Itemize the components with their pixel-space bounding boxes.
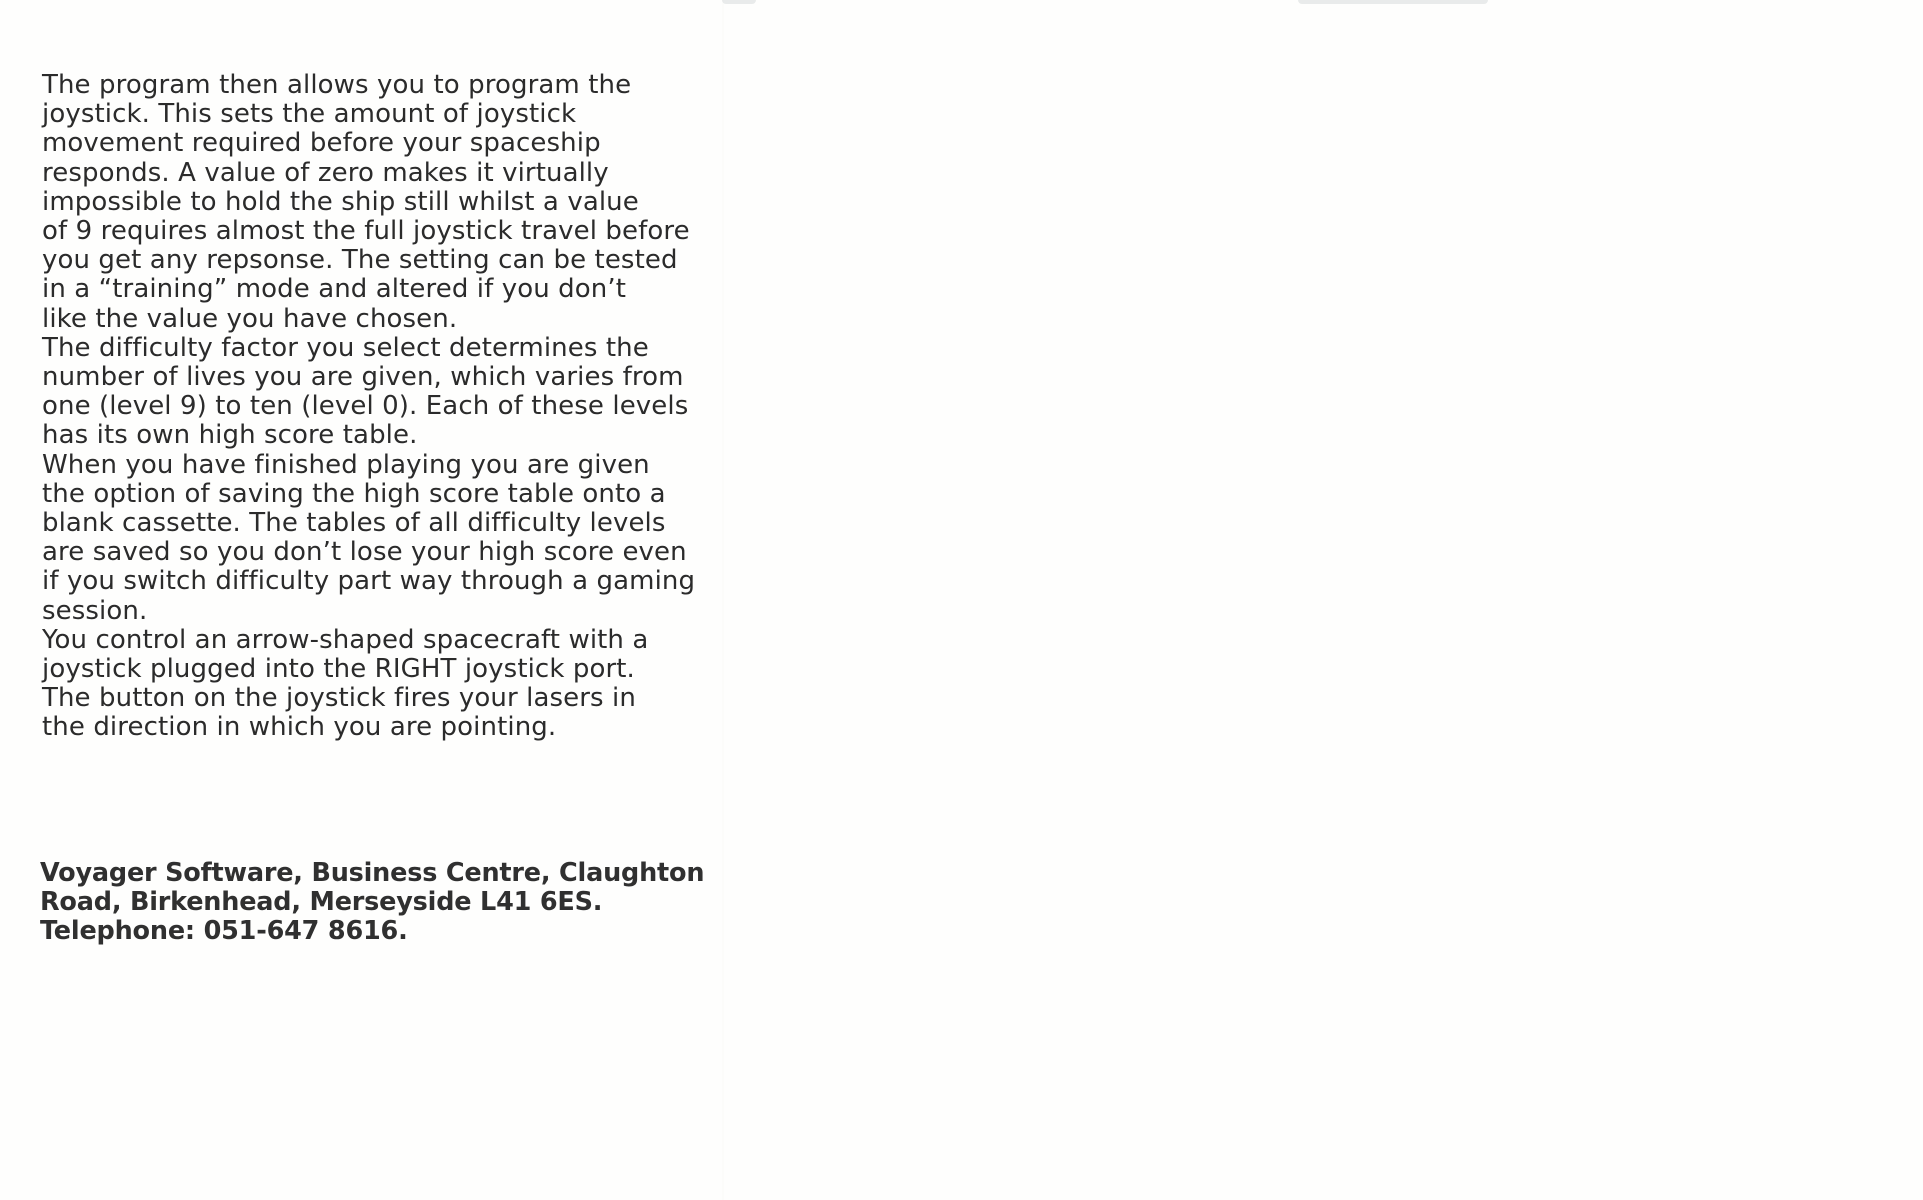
telephone-line: Telephone: 051-647 8616. [40, 916, 408, 946]
publisher-address [40, 859, 720, 946]
text-line: impossible to hold the ship still whilst a value [42, 186, 639, 217]
text-line: When you have finished playing you are given [42, 449, 650, 480]
text-line: responds. A value of zero makes it virtually [42, 157, 609, 188]
text-line: of 9 requires almost the full joystick travel before [42, 216, 690, 247]
text-line: The program then allows you to program the [42, 70, 632, 100]
text-line: if you switch difficulty part way through a gaming [42, 566, 696, 597]
text-line: has its own high score table. [42, 420, 418, 451]
paper-scuff [722, 0, 756, 4]
text-line: are saved so you don’t lose your high score even [42, 537, 687, 568]
text-line: number of lives you are given, which varies from [42, 362, 684, 393]
text-line: You control an arrow-shaped spacecraft with a [42, 624, 649, 655]
text-line: session. [42, 595, 148, 626]
text-line: the direction in which you are pointing. [42, 712, 557, 743]
text-line: in a “training” mode and altered if you don’t [42, 274, 627, 305]
text-line: one (level 9) to ten (level 0). Each of these levels [42, 391, 689, 422]
text-line: movement required before your spaceship [42, 128, 601, 159]
paper-scuff [1298, 0, 1488, 4]
text-line: the option of saving the high score table onto a [42, 478, 666, 509]
text-line: joystick plugged into the RIGHT joystick port. [42, 654, 635, 685]
text-line: joystick. This sets the amount of joystick [42, 99, 577, 130]
text-line: blank cassette. The tables of all difficulty levels [42, 508, 666, 539]
page-fold [722, 0, 724, 1200]
text-line: you get any repsonse. The setting can be tested [42, 245, 678, 276]
address-line: Road, Birkenhead, Merseyside L41 6ES. [40, 887, 603, 917]
text-line: The button on the joystick fires your lasers in [42, 683, 636, 714]
text-line: The difficulty factor you select determines the [42, 332, 649, 363]
address-line: Voyager Software, Business Centre, Claughton [40, 858, 705, 888]
text-line: like the value you have chosen. [42, 303, 458, 334]
instructions-text [42, 71, 702, 743]
